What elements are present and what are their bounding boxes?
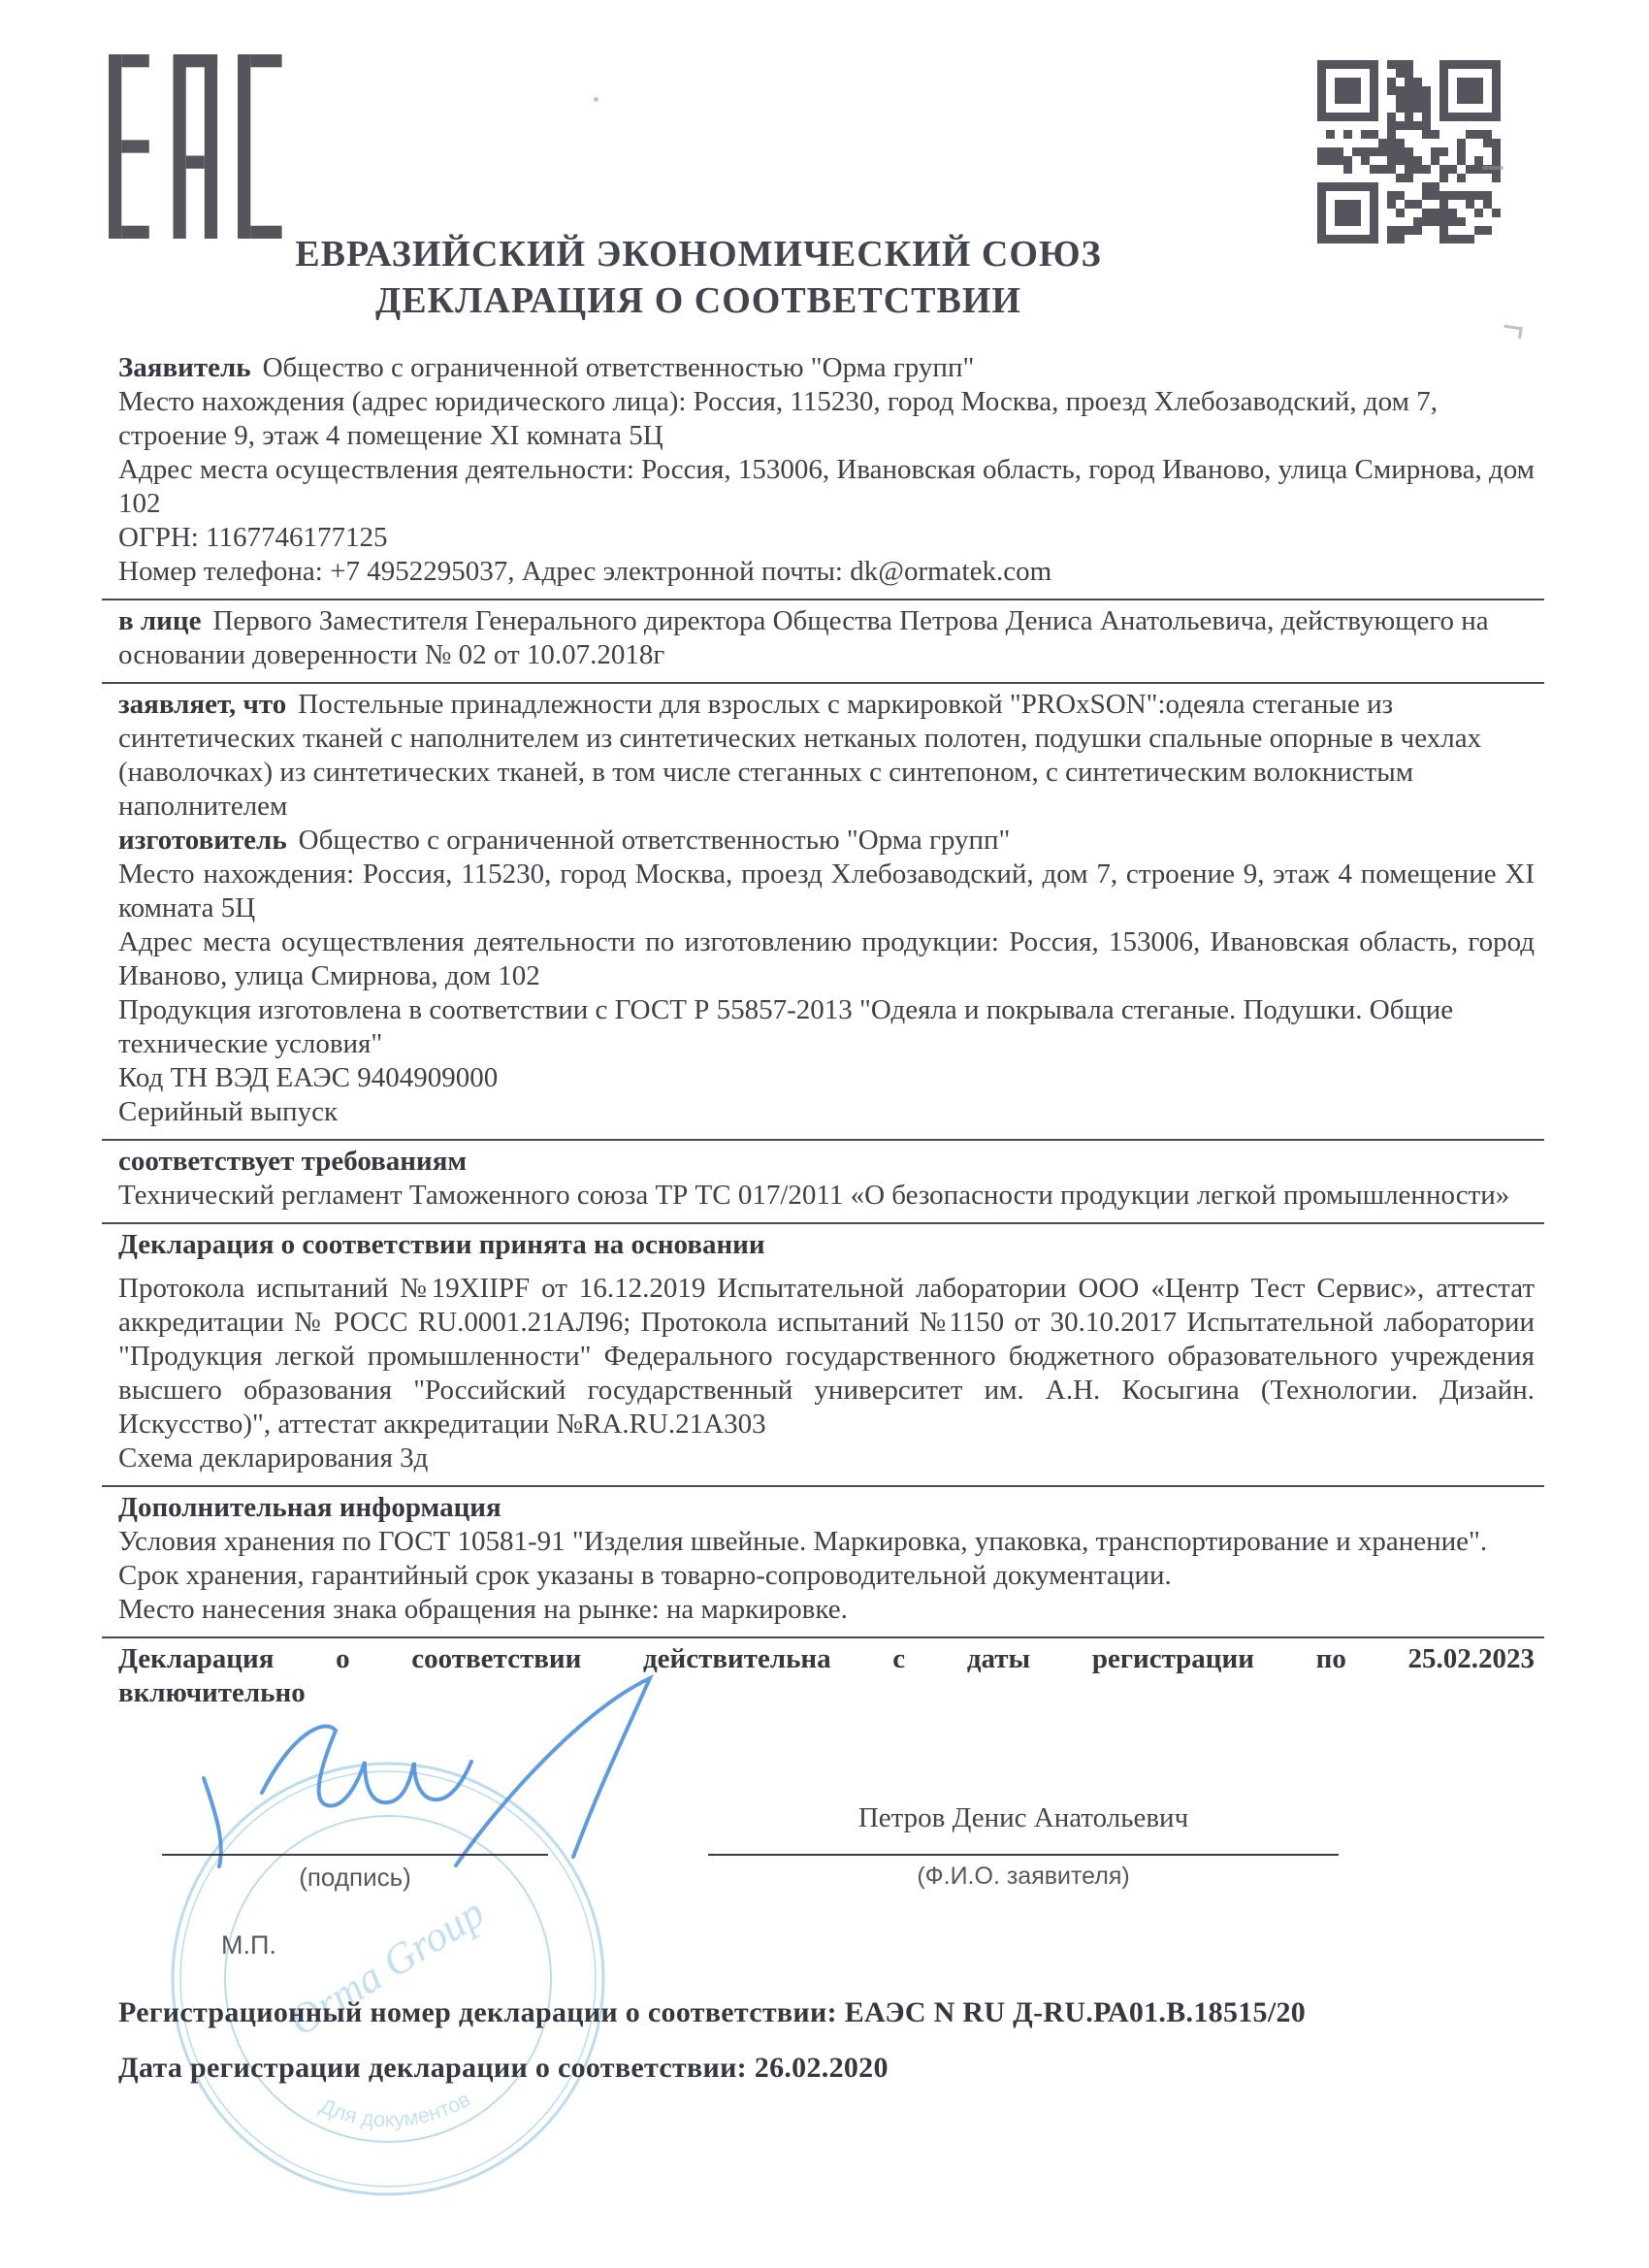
title-line-declaration: ДЕКЛАРАЦИЯ О СООТВЕТСТВИИ bbox=[375, 280, 1021, 321]
manufacturer-line bbox=[118, 824, 1535, 858]
basis-heading: Декларация о соответствии принята на основании bbox=[118, 1229, 765, 1260]
validity-line-2: включительно bbox=[118, 1677, 306, 1708]
handwritten-signature bbox=[146, 1667, 728, 1880]
document-body bbox=[118, 351, 1535, 1710]
declaration-scheme: Схема декларирования 3д bbox=[118, 1442, 429, 1474]
tnved-code: Код ТН ВЭД ЕАЭС 9404909000 bbox=[118, 1062, 499, 1093]
declares-label: заявляет, что bbox=[118, 689, 287, 720]
representative-line bbox=[118, 604, 1535, 672]
product-description: Постельные принадлежности для взрослых с маркировкой "PROxSON":одеяла стеганые из синтетических тканей с наполнителем из синтетических нетканых полотен, подушки спальные опорные в чехлах (наволочках) из синтетических тканей, в том числе стеганных с синтепоном, с синтетическим волокнистым наполнителем bbox=[118, 689, 1482, 822]
declaration-product-line bbox=[118, 688, 1535, 824]
stamp-ring-text: Для документов bbox=[316, 2086, 474, 2132]
applicant-legal-address: Место нахождения (адрес юридического лица): Россия, 115230, город Москва, проезд Хлебозаводский, дом 7, строение 9, этаж 4 помещение XI комната 5Ц bbox=[118, 386, 1438, 451]
scan-artifact bbox=[1503, 325, 1522, 340]
mark-place: Место нанесения знака обращения на рынке: на маркировке. bbox=[118, 1594, 848, 1625]
qr-code bbox=[1317, 60, 1501, 243]
scan-artifact bbox=[594, 97, 598, 102]
signature-caption: (подпись) bbox=[299, 1863, 411, 1892]
representative-text: Первого Заместителя Генерального директора Общества Петрова Дениса Анатольевича, действующего на основании доверенности № 02 от 10.07.2018г bbox=[118, 605, 1489, 670]
manufacturer-activity-address: Адрес места осуществления деятельности по изготовлению продукции: Россия, 153006, Ивановская область, город Иваново, улица Смирнова, дом 102 bbox=[118, 926, 1535, 991]
fio-caption: (Ф.И.О. заявителя) bbox=[917, 1863, 1130, 1890]
validity-line: Декларация о соответствии действительна с даты регистрации по 25.02.2023 bbox=[118, 1643, 1535, 1674]
section-divider bbox=[102, 1636, 1544, 1638]
applicant-name: Общество с ограниченной ответственностью "Орма групп" bbox=[262, 352, 975, 383]
manufacturer-name: Общество с ограниченной ответственностью "Орма групп" bbox=[298, 825, 1011, 856]
stamp-center-text: Orma Group bbox=[280, 1888, 493, 2046]
section-divider bbox=[102, 1222, 1544, 1224]
signature-line bbox=[162, 1854, 548, 1856]
applicant-label: Заявитель bbox=[118, 352, 251, 383]
gost-line: Продукция изготовлена в соответствии с ГОСТ Р 55857-2013 "Одеяла и покрывала стеганые. Подушки. Общие технические условия" bbox=[118, 994, 1454, 1059]
additional-info-heading: Дополнительная информация bbox=[118, 1492, 501, 1523]
section-divider bbox=[102, 682, 1544, 684]
applicant-line bbox=[118, 351, 1535, 385]
spacer bbox=[118, 1262, 1535, 1272]
applicant-ogrn: ОГРН: 1167746177125 bbox=[118, 522, 388, 553]
document-title bbox=[0, 231, 1523, 324]
basis-text: Протокола испытаний №19XIIPF от 16.12.2019 Испытательной лаборатории ООО «Центр Тест Сервис», аттестат аккредитации № РОСС RU.0001.21АЛ96; Протокола испытаний №1150 от 30.10.2017 Испытательной лаборатории "Продукция легкой промышленности" Федерального государственного бюджетного образовательного учреждения высшего образования "Российский государственный университет им. А.Н. Косыгина (Технологии. Дизайн. Искусство)", аттестат аккредитации №RA.RU.21А303 bbox=[118, 1273, 1535, 1440]
serial-release: Серийный выпуск bbox=[118, 1096, 339, 1127]
registration-date-line: Дата регистрации декларации о соответствии: 26.02.2020 bbox=[118, 2052, 889, 2084]
title-line-union: ЕВРАЗИЙСКИЙ ЭКОНОМИЧЕСКИЙ СОЮЗ bbox=[295, 234, 1102, 275]
eac-logo bbox=[109, 50, 293, 243]
manufacturer-label: изготовитель bbox=[118, 825, 287, 856]
stamp-place-caption: М.П. bbox=[221, 1930, 276, 1960]
applicant-activity-address: Адрес места осуществления деятельности: Россия, 153006, Ивановская область, город Иваново, улица Смирнова, дом 102 bbox=[118, 454, 1535, 519]
fio-line bbox=[708, 1854, 1339, 1856]
storage-conditions: Условия хранения по ГОСТ 10581-91 "Изделия швейные. Маркировка, упаковка, транспортирование и хранение". Срок хранения, гарантийный срок указаны в товарно-сопроводительной документации. bbox=[118, 1526, 1488, 1591]
applicant-contacts: Номер телефона: +7 4952295037, Адрес электронной почты: dk@ormatek.com bbox=[118, 556, 1052, 587]
compliance-heading: соответствует требованиям bbox=[118, 1146, 468, 1177]
scan-artifact bbox=[1482, 166, 1504, 170]
registration-number-line: Регистрационный номер декларации о соответствии: ЕАЭС N RU Д-RU.РА01.В.18515/20 bbox=[118, 1996, 1307, 2028]
section-divider bbox=[102, 1485, 1544, 1487]
section-divider bbox=[102, 599, 1544, 600]
compliance-text: Технический регламент Таможенного союза ТР ТС 017/2011 «О безопасности продукции легкой промышленности» bbox=[118, 1180, 1510, 1211]
representative-label: в лице bbox=[118, 605, 202, 636]
section-divider bbox=[102, 1139, 1544, 1141]
applicant-fio: Петров Денис Анатольевич bbox=[857, 1802, 1189, 1833]
manufacturer-address: Место нахождения: Россия, 115230, город Москва, проезд Хлебозаводский, дом 7, строение 9, этаж 4 помещение XI комната 5Ц bbox=[118, 859, 1535, 923]
